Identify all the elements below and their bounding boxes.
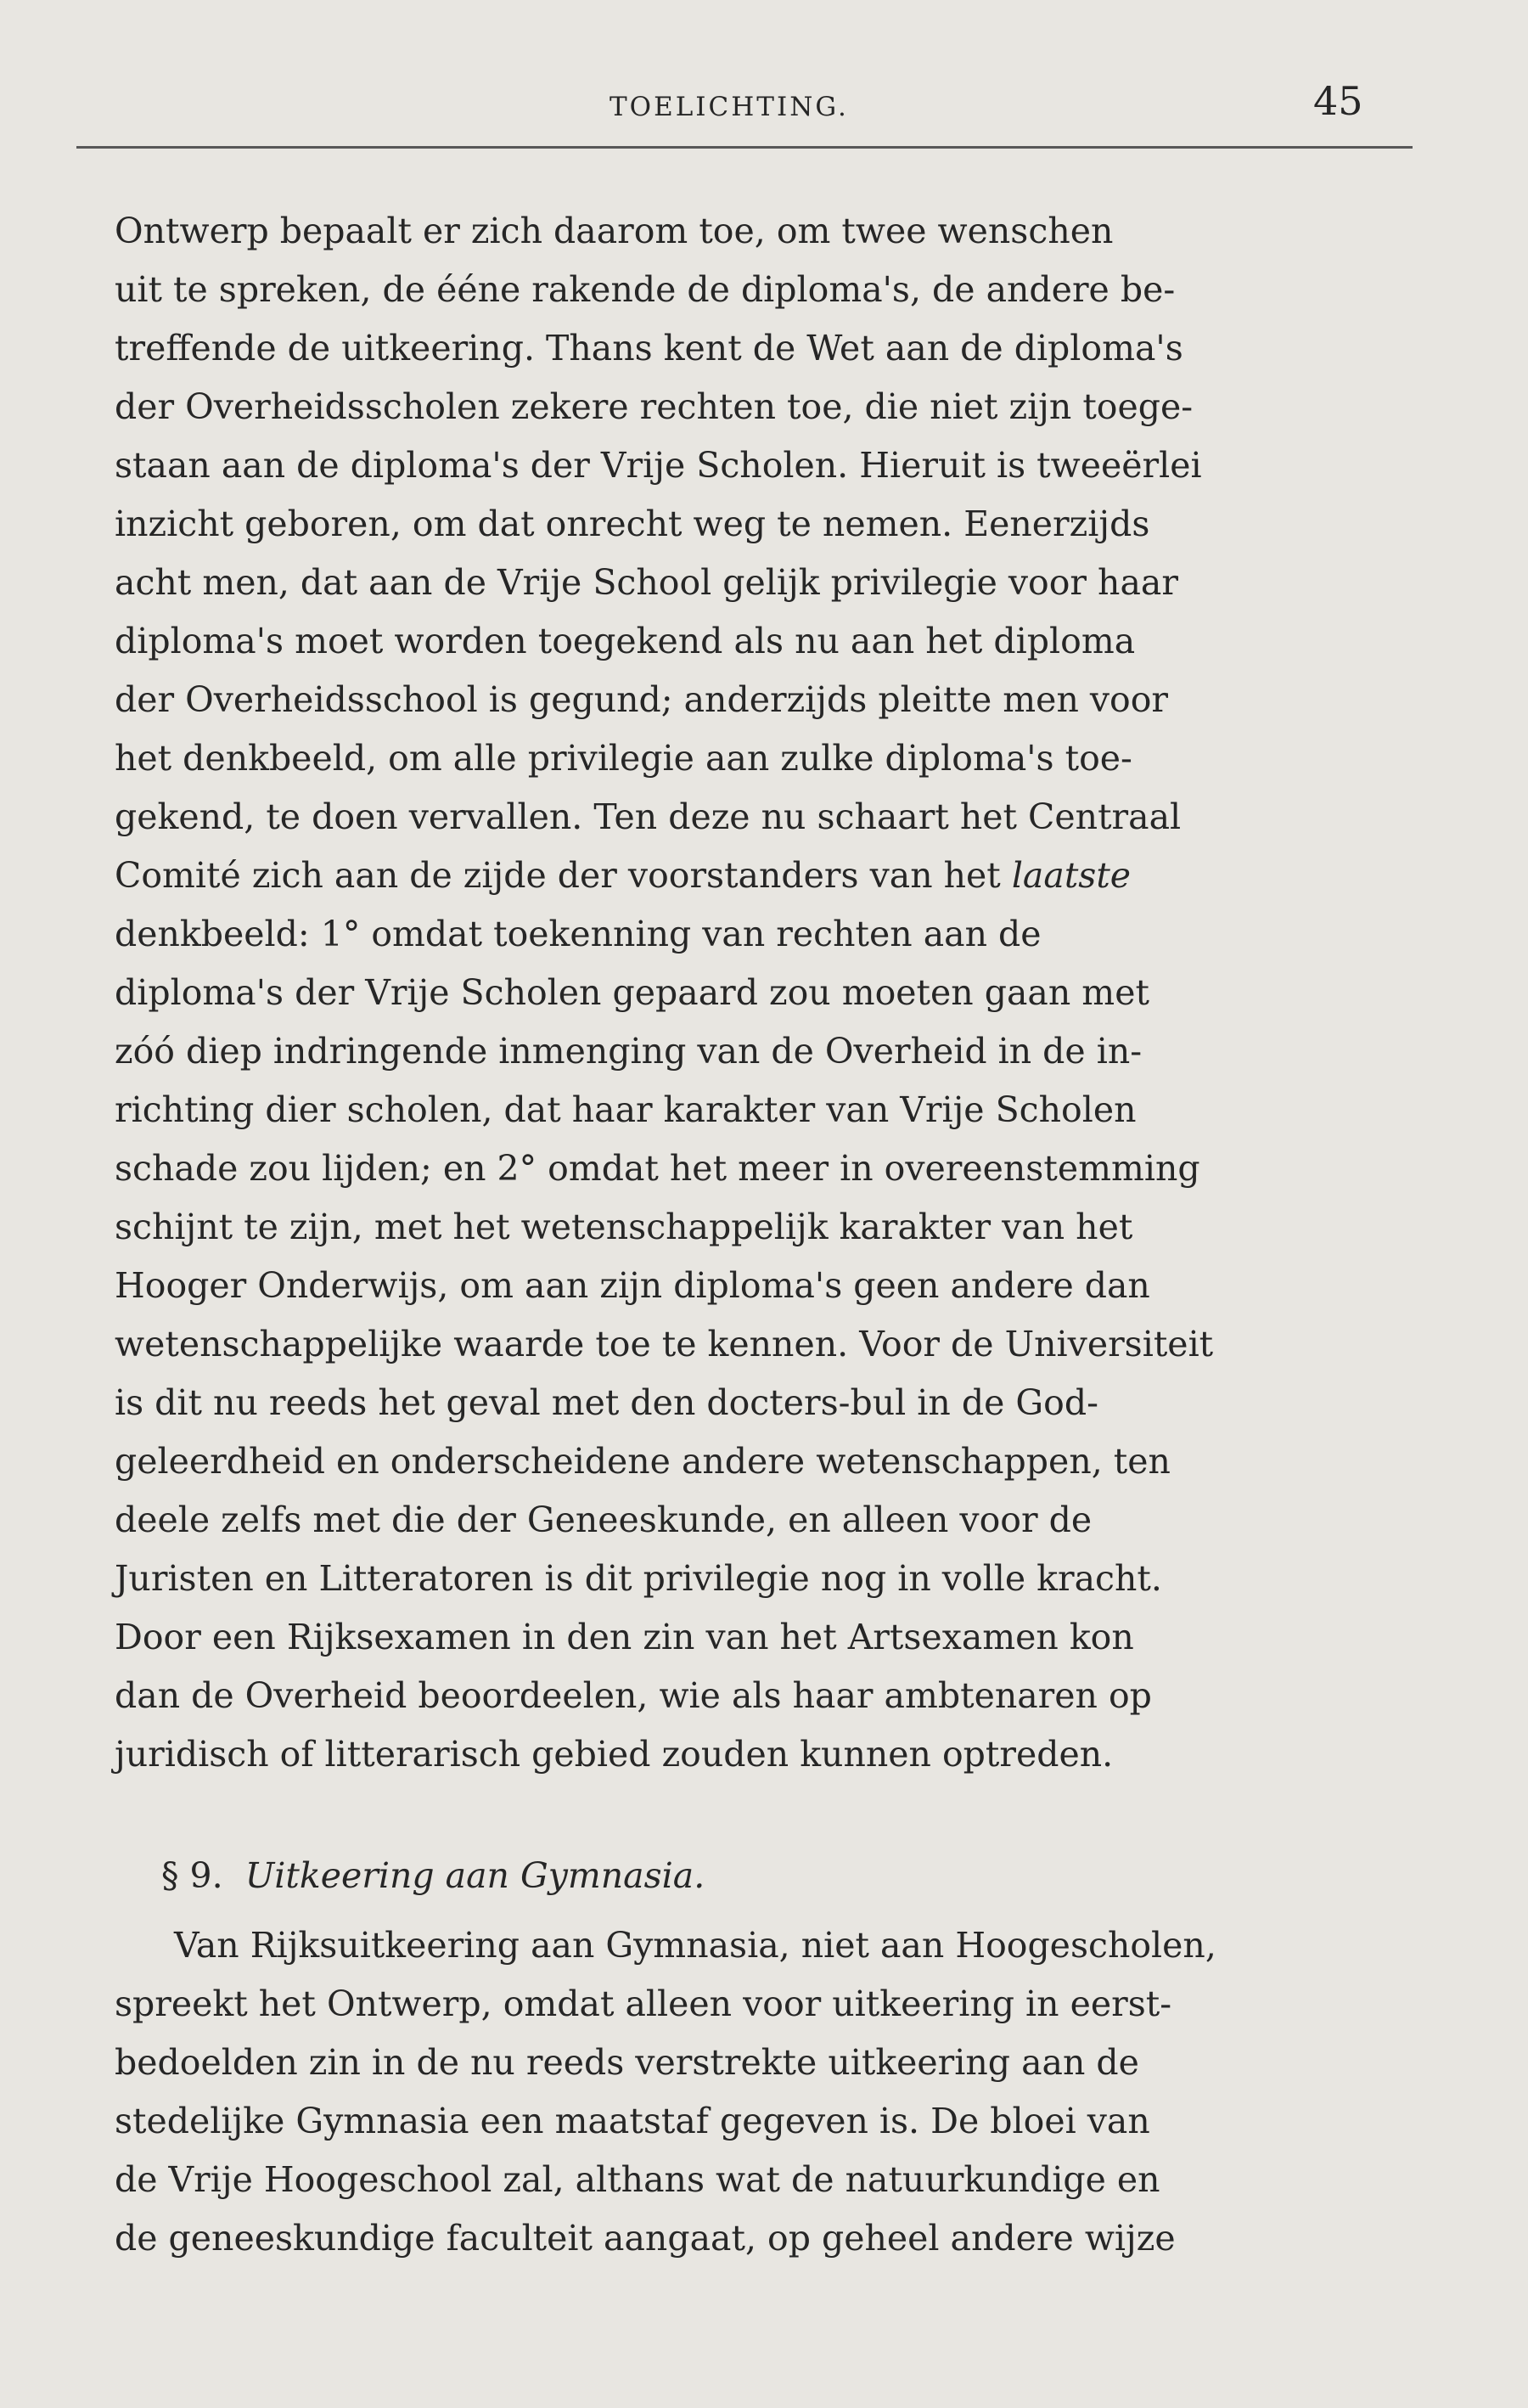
text-line: stedelijke Gymnasia een maatstaf gegeven is. De bloei van xyxy=(115,2101,1150,2141)
section-title: Uitkeering aan Gymnasia. xyxy=(244,1855,705,1896)
text-line: uit te spreken, de ééne rakende de diploma's, de andere be- xyxy=(115,269,1176,310)
text-line: staan aan de diploma's der Vrije Scholen. Hieruit is tweeërlei xyxy=(115,445,1202,486)
italic-word: laatste xyxy=(1011,855,1132,896)
text-line: treffende de uitkeering. Thans kent de Wet aan de diploma's xyxy=(115,328,1183,369)
text-line: gekend, te doen vervallen. Ten deze nu schaart het Centraal xyxy=(115,796,1182,837)
text-line: de geneeskundige faculteit aangaat, op geheel andere wijze xyxy=(115,2218,1176,2259)
section-number: § 9. xyxy=(161,1855,223,1896)
text-line: Juristen en Litteratoren is dit privilegie nog in volle kracht. xyxy=(115,1558,1162,1599)
text-line: de Vrije Hoogeschool zal, althans wat de natuurkundige en xyxy=(115,2159,1160,2200)
text-line: denkbeeld: 1° omdat toekenning van rechten aan de xyxy=(115,914,1042,954)
text-line: dan de Overheid beoordeelen, wie als haar ambtenaren op xyxy=(115,1675,1152,1716)
text-line: is dit nu reeds het geval met den docters-bul in de God- xyxy=(115,1382,1098,1423)
text-line: Ontwerp bepaalt er zich daarom toe, om twee wenschen xyxy=(115,211,1114,251)
text-line: diploma's moet worden toegekend als nu aan het diploma xyxy=(115,621,1136,661)
text-line: juridisch of litterarisch gebied zouden kunnen optreden. xyxy=(115,1734,1114,1775)
text-line: Hooger Onderwijs, om aan zijn diploma's geen andere dan xyxy=(115,1265,1150,1306)
text-line: Van Rijksuitkeering aan Gymnasia, niet aan Hoogescholen, xyxy=(174,1925,1216,1966)
text-line: der Overheidsscholen zekere rechten toe, die niet zijn toege- xyxy=(115,386,1194,427)
running-head: TOELICHTING. xyxy=(610,92,849,122)
text-line: Door een Rijksexamen in den zin van het Artsexamen kon xyxy=(115,1617,1134,1657)
text-line: schade zou lijden; en 2° omdat het meer in overeenstemming xyxy=(115,1148,1200,1189)
text-line: wetenschappelijke waarde toe te kennen. Voor de Universiteit xyxy=(115,1324,1214,1364)
text-line: diploma's der Vrije Scholen gepaard zou moeten gaan met xyxy=(115,972,1149,1013)
header-rule xyxy=(76,146,1413,149)
page-number: 45 xyxy=(1313,78,1363,124)
text-line: bedoelden zin in de nu reeds verstrekte uitkeering aan de xyxy=(115,2042,1139,2083)
text-line: het denkbeeld, om alle privilegie aan zulke diploma's toe- xyxy=(115,738,1132,779)
text-line: geleerdheid en onderscheidene andere wetenschappen, ten xyxy=(115,1441,1171,1482)
text-line: acht men, dat aan de Vrije School gelijk privilegie voor haar xyxy=(115,562,1178,603)
text-line: spreekt het Ontwerp, omdat alleen voor uitkeering in eerst- xyxy=(115,1983,1172,2024)
text-line: zóó diep indringende inmenging van de Overheid in de in- xyxy=(115,1031,1143,1072)
text-line xyxy=(115,851,1400,900)
text-line: deele zelfs met die der Geneeskunde, en alleen voor de xyxy=(115,1499,1093,1540)
text-line: inzicht geboren, om dat onrecht weg te nemen. Eenerzijds xyxy=(115,504,1150,544)
text-line: schijnt te zijn, met het wetenschappelijk karakter van het xyxy=(115,1207,1133,1247)
section-heading xyxy=(161,1851,705,1900)
text-run: Comité zich aan de zijde der voorstanders van het xyxy=(115,855,1012,896)
text-line: richting dier scholen, dat haar karakter van Vrije Scholen xyxy=(115,1089,1137,1130)
text-line: der Overheidsschool is gegund; anderzijds pleitte men voor xyxy=(115,679,1169,720)
